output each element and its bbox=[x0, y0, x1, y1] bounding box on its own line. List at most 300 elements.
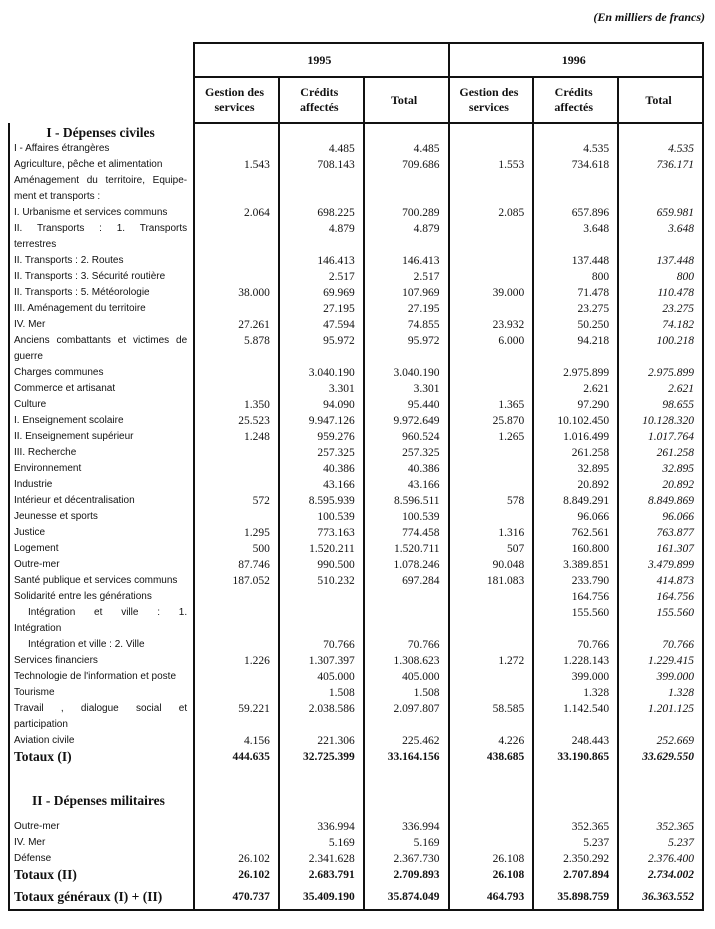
cell-gestion-1995: 500 bbox=[194, 541, 279, 557]
cell-gestion-1996 bbox=[449, 445, 534, 461]
cell-credits-1995: 94.090 bbox=[279, 397, 364, 413]
cell-gestion-1996: 25.870 bbox=[449, 413, 534, 429]
cell-total-1995: 709.686 bbox=[364, 157, 449, 173]
empty-cell bbox=[279, 123, 364, 141]
cell-total-1996 bbox=[618, 237, 703, 253]
cell-total-1995 bbox=[364, 589, 449, 605]
cell-gestion-1996 bbox=[449, 349, 534, 365]
cell-total-1995: 1.308.623 bbox=[364, 653, 449, 669]
table-row bbox=[9, 157, 703, 173]
cell-credits-1996: 657.896 bbox=[533, 205, 618, 221]
cell-total-1995: 960.524 bbox=[364, 429, 449, 445]
cell-total-1995: 5.169 bbox=[364, 835, 449, 851]
cell-credits-1996: 70.766 bbox=[533, 637, 618, 653]
cell-credits-1996: 2.350.292 bbox=[533, 851, 618, 867]
cell-credits-1996: 23.275 bbox=[533, 301, 618, 317]
cell-gestion-1995 bbox=[194, 349, 279, 365]
row-label: II. Transports : 3. Sécurité routière bbox=[9, 269, 194, 285]
row-label: Outre-mer bbox=[9, 819, 194, 835]
cell-credits-1995: 2.517 bbox=[279, 269, 364, 285]
cell-credits-1995: 32.725.399 bbox=[279, 749, 364, 765]
cell-credits-1996: 399.000 bbox=[533, 669, 618, 685]
row-label: Aviation civile bbox=[9, 733, 194, 749]
cell-credits-1996: 94.218 bbox=[533, 333, 618, 349]
row-label: guerre bbox=[9, 349, 194, 365]
year-1995-header: 1995 bbox=[194, 43, 448, 77]
row-label: Outre-mer bbox=[9, 557, 194, 573]
cell-total-1996: 1.017.764 bbox=[618, 429, 703, 445]
cell-gestion-1995 bbox=[194, 669, 279, 685]
empty-cell bbox=[364, 765, 449, 779]
row-label: Jeunesse et sports bbox=[9, 509, 194, 525]
cell-total-1995: 697.284 bbox=[364, 573, 449, 589]
cell-credits-1996: 1.142.540 bbox=[533, 701, 618, 717]
cell-credits-1995: 5.169 bbox=[279, 835, 364, 851]
table-row bbox=[9, 557, 703, 573]
cell-credits-1995: 708.143 bbox=[279, 157, 364, 173]
cell-total-1995: 74.855 bbox=[364, 317, 449, 333]
cell-total-1995: 100.539 bbox=[364, 509, 449, 525]
cell-credits-1996: 261.258 bbox=[533, 445, 618, 461]
cell-credits-1995 bbox=[279, 189, 364, 205]
cell-credits-1996 bbox=[533, 349, 618, 365]
cell-credits-1995: 959.276 bbox=[279, 429, 364, 445]
cell-total-1996: 2.975.899 bbox=[618, 365, 703, 381]
cell-gestion-1995 bbox=[194, 589, 279, 605]
total-row-civil bbox=[9, 749, 703, 765]
cell-gestion-1996: 464.793 bbox=[449, 883, 534, 910]
cell-gestion-1996 bbox=[449, 221, 534, 237]
cell-total-1996: 2.621 bbox=[618, 381, 703, 397]
cell-credits-1996: 233.790 bbox=[533, 573, 618, 589]
empty-cell bbox=[9, 765, 194, 779]
row-label: Intérieur et décentralisation bbox=[9, 493, 194, 509]
table-row bbox=[9, 205, 703, 221]
cell-gestion-1995: 4.156 bbox=[194, 733, 279, 749]
cell-credits-1995: 1.508 bbox=[279, 685, 364, 701]
cell-total-1996: 137.448 bbox=[618, 253, 703, 269]
cell-credits-1996: 50.250 bbox=[533, 317, 618, 333]
cell-gestion-1995: 187.052 bbox=[194, 573, 279, 589]
cell-total-1996 bbox=[618, 349, 703, 365]
cell-credits-1995 bbox=[279, 349, 364, 365]
table-row bbox=[9, 541, 703, 557]
empty-cell bbox=[364, 123, 449, 141]
cell-total-1995: 257.325 bbox=[364, 445, 449, 461]
cell-total-1995: 774.458 bbox=[364, 525, 449, 541]
cell-credits-1995: 3.301 bbox=[279, 381, 364, 397]
row-label: III. Recherche bbox=[9, 445, 194, 461]
cell-total-1996: 736.171 bbox=[618, 157, 703, 173]
col-credits-1995: Crédits affectés bbox=[279, 77, 364, 123]
table-row bbox=[9, 397, 703, 413]
cell-credits-1996: 2.975.899 bbox=[533, 365, 618, 381]
cell-total-1996: 3.479.899 bbox=[618, 557, 703, 573]
cell-credits-1995 bbox=[279, 621, 364, 637]
total-row-military bbox=[9, 867, 703, 883]
cell-total-1995: 1.508 bbox=[364, 685, 449, 701]
row-label: Agriculture, pêche et alimentation bbox=[9, 157, 194, 173]
cell-credits-1995: 47.594 bbox=[279, 317, 364, 333]
table-row bbox=[9, 381, 703, 397]
cell-total-1996: 399.000 bbox=[618, 669, 703, 685]
cell-total-1996: 414.873 bbox=[618, 573, 703, 589]
cell-total-1996: 261.258 bbox=[618, 445, 703, 461]
cell-credits-1995: 9.947.126 bbox=[279, 413, 364, 429]
cell-credits-1995: 405.000 bbox=[279, 669, 364, 685]
table-row bbox=[9, 445, 703, 461]
empty-cell bbox=[279, 765, 364, 779]
row-label: III. Aménagement du territoire bbox=[9, 301, 194, 317]
cell-credits-1996: 164.756 bbox=[533, 589, 618, 605]
cell-total-1995: 2.097.807 bbox=[364, 701, 449, 717]
cell-gestion-1996: 4.226 bbox=[449, 733, 534, 749]
cell-total-1995: 43.166 bbox=[364, 477, 449, 493]
row-label: Aménagement du territoire, Equipe- bbox=[9, 173, 194, 189]
cell-credits-1996 bbox=[533, 621, 618, 637]
cell-gestion-1995: 1.350 bbox=[194, 397, 279, 413]
table-row bbox=[9, 835, 703, 851]
grand-total-row bbox=[9, 883, 703, 910]
column-header-row bbox=[9, 77, 703, 123]
cell-gestion-1995 bbox=[194, 621, 279, 637]
header-blank bbox=[9, 43, 194, 77]
section-title: II - Dépenses militaires bbox=[9, 779, 194, 819]
cell-credits-1996: 160.800 bbox=[533, 541, 618, 557]
cell-gestion-1995: 87.746 bbox=[194, 557, 279, 573]
col-total-1995: Total bbox=[364, 77, 449, 123]
cell-credits-1995: 4.485 bbox=[279, 141, 364, 157]
row-label: II. Enseignement supérieur bbox=[9, 429, 194, 445]
cell-total-1996: 161.307 bbox=[618, 541, 703, 557]
cell-gestion-1996 bbox=[449, 509, 534, 525]
table-row bbox=[9, 221, 703, 237]
cell-total-1996: 5.237 bbox=[618, 835, 703, 851]
cell-gestion-1996 bbox=[449, 301, 534, 317]
cell-total-1995: 2.709.893 bbox=[364, 867, 449, 883]
cell-gestion-1996 bbox=[449, 835, 534, 851]
cell-total-1995: 1.078.246 bbox=[364, 557, 449, 573]
cell-total-1996: 352.365 bbox=[618, 819, 703, 835]
cell-credits-1995 bbox=[279, 237, 364, 253]
cell-total-1995: 8.596.511 bbox=[364, 493, 449, 509]
cell-total-1996: 10.128.320 bbox=[618, 413, 703, 429]
cell-credits-1996: 4.535 bbox=[533, 141, 618, 157]
cell-total-1996: 4.535 bbox=[618, 141, 703, 157]
cell-gestion-1995 bbox=[194, 445, 279, 461]
cell-credits-1996: 1.228.143 bbox=[533, 653, 618, 669]
row-label: Technologie de l'information et poste bbox=[9, 669, 194, 685]
table-row bbox=[9, 685, 703, 701]
table-row bbox=[9, 509, 703, 525]
table-row bbox=[9, 429, 703, 445]
cell-gestion-1996: 58.585 bbox=[449, 701, 534, 717]
cell-total-1995: 4.485 bbox=[364, 141, 449, 157]
table-row bbox=[9, 573, 703, 589]
cell-credits-1995: 1.520.211 bbox=[279, 541, 364, 557]
cell-gestion-1995: 1.226 bbox=[194, 653, 279, 669]
cell-credits-1995: 146.413 bbox=[279, 253, 364, 269]
cell-gestion-1996 bbox=[449, 365, 534, 381]
cell-total-1995: 405.000 bbox=[364, 669, 449, 685]
table-row bbox=[9, 637, 703, 653]
cell-credits-1996 bbox=[533, 189, 618, 205]
cell-total-1995: 700.289 bbox=[364, 205, 449, 221]
empty-cell bbox=[449, 123, 534, 141]
row-label: Environnement bbox=[9, 461, 194, 477]
cell-credits-1995: 35.409.190 bbox=[279, 883, 364, 910]
year-header-row bbox=[9, 43, 703, 77]
col-gestion-1995: Gestion des services bbox=[194, 77, 279, 123]
cell-gestion-1995: 26.102 bbox=[194, 867, 279, 883]
cell-gestion-1996 bbox=[449, 189, 534, 205]
table-row bbox=[9, 317, 703, 333]
cell-credits-1996: 71.478 bbox=[533, 285, 618, 301]
cell-credits-1995: 27.195 bbox=[279, 301, 364, 317]
cell-total-1995: 1.520.711 bbox=[364, 541, 449, 557]
row-label: Intégration et ville : 1. bbox=[9, 605, 194, 621]
cell-gestion-1995 bbox=[194, 637, 279, 653]
cell-credits-1995: 336.994 bbox=[279, 819, 364, 835]
cell-gestion-1996: 23.932 bbox=[449, 317, 534, 333]
cell-gestion-1995 bbox=[194, 189, 279, 205]
cell-credits-1995: 2.683.791 bbox=[279, 867, 364, 883]
table-body bbox=[9, 123, 703, 910]
cell-credits-1996: 2.707.894 bbox=[533, 867, 618, 883]
cell-total-1996: 74.182 bbox=[618, 317, 703, 333]
table-row bbox=[9, 717, 703, 733]
cell-gestion-1996 bbox=[449, 253, 534, 269]
empty-cell bbox=[194, 765, 279, 779]
table-row bbox=[9, 301, 703, 317]
cell-gestion-1996: 438.685 bbox=[449, 749, 534, 765]
cell-credits-1995: 2.341.628 bbox=[279, 851, 364, 867]
cell-total-1996: 32.895 bbox=[618, 461, 703, 477]
cell-credits-1996: 2.621 bbox=[533, 381, 618, 397]
table-row bbox=[9, 493, 703, 509]
table-row bbox=[9, 525, 703, 541]
row-label: I. Enseignement scolaire bbox=[9, 413, 194, 429]
cell-credits-1995: 257.325 bbox=[279, 445, 364, 461]
table-row bbox=[9, 365, 703, 381]
cell-total-1995: 95.440 bbox=[364, 397, 449, 413]
cell-gestion-1995 bbox=[194, 269, 279, 285]
row-label: IV. Mer bbox=[9, 317, 194, 333]
row-label: Commerce et artisanat bbox=[9, 381, 194, 397]
cell-gestion-1995 bbox=[194, 605, 279, 621]
cell-total-1995 bbox=[364, 237, 449, 253]
cell-total-1995: 33.164.156 bbox=[364, 749, 449, 765]
unit-note: (En milliers de francs) bbox=[593, 10, 705, 24]
cell-credits-1995: 221.306 bbox=[279, 733, 364, 749]
cell-total-1995: 35.874.049 bbox=[364, 883, 449, 910]
row-label: Santé publique et services communs bbox=[9, 573, 194, 589]
cell-total-1996: 100.218 bbox=[618, 333, 703, 349]
cell-total-1996: 36.363.552 bbox=[618, 883, 703, 910]
empty-cell bbox=[618, 123, 703, 141]
cell-total-1996: 1.328 bbox=[618, 685, 703, 701]
cell-credits-1996: 20.892 bbox=[533, 477, 618, 493]
empty-cell bbox=[279, 779, 364, 819]
empty-cell bbox=[449, 779, 534, 819]
cell-total-1996: 70.766 bbox=[618, 637, 703, 653]
cell-credits-1996 bbox=[533, 173, 618, 189]
cell-total-1995: 2.367.730 bbox=[364, 851, 449, 867]
cell-gestion-1996 bbox=[449, 669, 534, 685]
table-row bbox=[9, 477, 703, 493]
cell-gestion-1995 bbox=[194, 509, 279, 525]
cell-credits-1995 bbox=[279, 589, 364, 605]
cell-total-1995: 225.462 bbox=[364, 733, 449, 749]
cell-gestion-1996 bbox=[449, 637, 534, 653]
row-label: II. Transports : 1. Transports bbox=[9, 221, 194, 237]
cell-credits-1996: 762.561 bbox=[533, 525, 618, 541]
cell-credits-1996: 5.237 bbox=[533, 835, 618, 851]
cell-total-1995: 4.879 bbox=[364, 221, 449, 237]
cell-total-1996: 96.066 bbox=[618, 509, 703, 525]
cell-gestion-1996: 26.108 bbox=[449, 851, 534, 867]
cell-total-1996: 8.849.869 bbox=[618, 493, 703, 509]
cell-gestion-1995 bbox=[194, 835, 279, 851]
cell-gestion-1995: 5.878 bbox=[194, 333, 279, 349]
table-row bbox=[9, 461, 703, 477]
cell-total-1995 bbox=[364, 173, 449, 189]
cell-credits-1995: 69.969 bbox=[279, 285, 364, 301]
cell-total-1995: 146.413 bbox=[364, 253, 449, 269]
cell-credits-1995 bbox=[279, 173, 364, 189]
cell-gestion-1996 bbox=[449, 819, 534, 835]
row-label: Intégration bbox=[9, 621, 194, 637]
cell-credits-1996: 33.190.865 bbox=[533, 749, 618, 765]
cell-total-1996: 3.648 bbox=[618, 221, 703, 237]
cell-credits-1995: 95.972 bbox=[279, 333, 364, 349]
row-label: Industrie bbox=[9, 477, 194, 493]
cell-gestion-1995: 59.221 bbox=[194, 701, 279, 717]
cell-gestion-1996 bbox=[449, 605, 534, 621]
cell-credits-1996: 10.102.450 bbox=[533, 413, 618, 429]
empty-cell bbox=[364, 779, 449, 819]
cell-credits-1996: 97.290 bbox=[533, 397, 618, 413]
row-label: Tourisme bbox=[9, 685, 194, 701]
row-label: Totaux (II) bbox=[9, 867, 194, 883]
cell-credits-1995: 3.040.190 bbox=[279, 365, 364, 381]
cell-gestion-1996 bbox=[449, 589, 534, 605]
row-label: Services financiers bbox=[9, 653, 194, 669]
cell-total-1996: 23.275 bbox=[618, 301, 703, 317]
cell-gestion-1996: 39.000 bbox=[449, 285, 534, 301]
cell-total-1995: 107.969 bbox=[364, 285, 449, 301]
cell-total-1995: 9.972.649 bbox=[364, 413, 449, 429]
table-row bbox=[9, 237, 703, 253]
table-row bbox=[9, 269, 703, 285]
cell-credits-1995: 510.232 bbox=[279, 573, 364, 589]
cell-credits-1995: 70.766 bbox=[279, 637, 364, 653]
table-row bbox=[9, 819, 703, 835]
cell-total-1996: 659.981 bbox=[618, 205, 703, 221]
cell-gestion-1995 bbox=[194, 365, 279, 381]
empty-cell bbox=[618, 779, 703, 819]
row-label: Anciens combattants et victimes de bbox=[9, 333, 194, 349]
empty-cell bbox=[533, 765, 618, 779]
table-row bbox=[9, 285, 703, 301]
cell-gestion-1995: 1.295 bbox=[194, 525, 279, 541]
cell-total-1995: 3.040.190 bbox=[364, 365, 449, 381]
cell-gestion-1996 bbox=[449, 269, 534, 285]
col-credits-1996: Crédits affectés bbox=[533, 77, 618, 123]
cell-total-1995 bbox=[364, 605, 449, 621]
cell-gestion-1995: 26.102 bbox=[194, 851, 279, 867]
row-label: Charges communes bbox=[9, 365, 194, 381]
cell-gestion-1996: 1.553 bbox=[449, 157, 534, 173]
cell-total-1995: 336.994 bbox=[364, 819, 449, 835]
table-row bbox=[9, 621, 703, 637]
cell-credits-1996: 32.895 bbox=[533, 461, 618, 477]
table-row bbox=[9, 851, 703, 867]
cell-gestion-1995 bbox=[194, 477, 279, 493]
cell-total-1995: 2.517 bbox=[364, 269, 449, 285]
cell-credits-1995: 990.500 bbox=[279, 557, 364, 573]
cell-total-1995: 70.766 bbox=[364, 637, 449, 653]
row-label: terrestres bbox=[9, 237, 194, 253]
cell-credits-1996: 3.389.851 bbox=[533, 557, 618, 573]
cell-gestion-1996: 26.108 bbox=[449, 867, 534, 883]
cell-credits-1995: 698.225 bbox=[279, 205, 364, 221]
cell-gestion-1995 bbox=[194, 301, 279, 317]
cell-credits-1996: 96.066 bbox=[533, 509, 618, 525]
cell-gestion-1995 bbox=[194, 237, 279, 253]
cell-gestion-1996 bbox=[449, 141, 534, 157]
cell-total-1996: 763.877 bbox=[618, 525, 703, 541]
cell-gestion-1996: 578 bbox=[449, 493, 534, 509]
cell-total-1996 bbox=[618, 189, 703, 205]
cell-total-1995: 40.386 bbox=[364, 461, 449, 477]
budget-table bbox=[8, 42, 704, 911]
cell-gestion-1996 bbox=[449, 237, 534, 253]
table-row bbox=[9, 173, 703, 189]
cell-credits-1995 bbox=[279, 717, 364, 733]
cell-gestion-1995: 444.635 bbox=[194, 749, 279, 765]
cell-total-1996: 800 bbox=[618, 269, 703, 285]
row-label: Culture bbox=[9, 397, 194, 413]
cell-credits-1996 bbox=[533, 717, 618, 733]
table-row bbox=[9, 349, 703, 365]
empty-cell bbox=[194, 779, 279, 819]
cell-credits-1996: 1.016.499 bbox=[533, 429, 618, 445]
cell-gestion-1996 bbox=[449, 621, 534, 637]
cell-total-1995: 27.195 bbox=[364, 301, 449, 317]
row-label: Défense bbox=[9, 851, 194, 867]
cell-gestion-1995 bbox=[194, 717, 279, 733]
cell-credits-1996: 137.448 bbox=[533, 253, 618, 269]
cell-gestion-1995 bbox=[194, 819, 279, 835]
empty-cell bbox=[618, 765, 703, 779]
cell-total-1995 bbox=[364, 349, 449, 365]
cell-gestion-1995 bbox=[194, 221, 279, 237]
row-label: Intégration et ville : 2. Ville bbox=[9, 637, 194, 653]
cell-credits-1996: 3.648 bbox=[533, 221, 618, 237]
cell-total-1995 bbox=[364, 621, 449, 637]
cell-gestion-1995 bbox=[194, 141, 279, 157]
cell-gestion-1996: 507 bbox=[449, 541, 534, 557]
row-label: II. Transports : 2. Routes bbox=[9, 253, 194, 269]
cell-total-1996 bbox=[618, 621, 703, 637]
cell-credits-1995: 100.539 bbox=[279, 509, 364, 525]
cell-total-1996: 98.655 bbox=[618, 397, 703, 413]
cell-credits-1996: 800 bbox=[533, 269, 618, 285]
year-1996-header: 1996 bbox=[449, 43, 703, 77]
cell-gestion-1995: 1.248 bbox=[194, 429, 279, 445]
cell-gestion-1996: 181.083 bbox=[449, 573, 534, 589]
